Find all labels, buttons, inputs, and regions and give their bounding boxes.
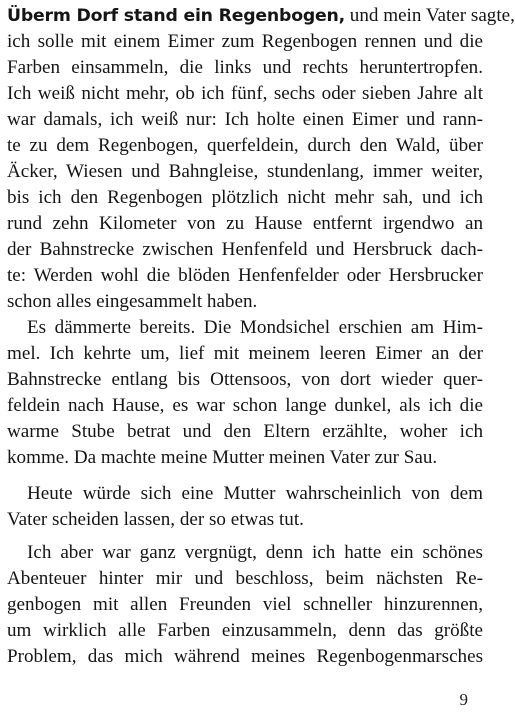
page-number: 9 <box>459 690 468 709</box>
text-line: bis ich den Regenbogen plötzlich nicht mehr sah, und ich <box>7 187 483 208</box>
text-line <box>7 3 515 29</box>
text-line: mel. Ich kehrte um, lief mit meinem leeren Eimer an der <box>7 343 483 364</box>
text-line: Abenteuer hinter mir und beschloss, beim nächsten Re- <box>7 568 483 589</box>
text-line-rest: und mein Vater sagte, <box>345 5 515 26</box>
text-line: der Bahnstrecke zwischen Henfenfeld und Hersbruck dach- <box>7 239 483 260</box>
text-line: warme Stube betrat und den Eltern erzählte, woher ich <box>7 421 483 442</box>
text-line: rund zehn Kilometer von zu Hause entfernt irgendwo an <box>7 213 483 234</box>
text-line: Äcker, Wiesen und Bahngleise, stundenlang, immer weiter, <box>7 161 483 182</box>
text-line: Heute würde sich eine Mutter wahrscheinlich von dem <box>27 483 483 504</box>
text-line: schon alles eingesammelt haben. <box>7 291 258 312</box>
text-line: Bahnstrecke entlang bis Ottensoos, von dort wieder quer- <box>7 369 483 390</box>
text-line: te zu dem Regenbogen, querfeldein, durch den Wald, über <box>7 135 483 156</box>
text-line: Vater scheiden lassen, der so etwas tut. <box>7 509 304 530</box>
text-line: um wirklich alle Farben einzusammeln, denn das größte <box>7 620 483 641</box>
text-line: Ich weiß nicht mehr, ob ich fünf, sechs oder sieben Jahre alt <box>7 83 483 104</box>
text-line: komme. Da machte meine Mutter meinen Vater zur Sau. <box>7 447 438 468</box>
opening-phrase: Überm Dorf stand ein Regenbogen, <box>7 6 346 26</box>
text-line: war damals, ich weiß nur: Ich holte einen Eimer und rann- <box>7 109 483 130</box>
text-line: feldein nach Hause, es war schon lange dunkel, als ich die <box>7 395 483 416</box>
text-line: genbogen mit allen Freunden viel schneller hinzurennen, <box>7 594 483 615</box>
text-line: Ich aber war ganz vergnügt, denn ich hatte ein schönes <box>27 542 483 563</box>
text-line: Farben einsammeln, die links und rechts heruntertropfen. <box>7 57 483 78</box>
text-line: Problem, das mich während meines Regenbogenmarsches <box>7 646 483 667</box>
text-line: ich solle mit einem Eimer zum Regenbogen rennen und die <box>7 31 483 52</box>
text-line: Es dämmerte bereits. Die Mondsichel erschien am Him- <box>27 317 483 338</box>
text-line: te: Werden wohl die blöden Henfenfelder oder Hersbrucker <box>7 265 483 286</box>
